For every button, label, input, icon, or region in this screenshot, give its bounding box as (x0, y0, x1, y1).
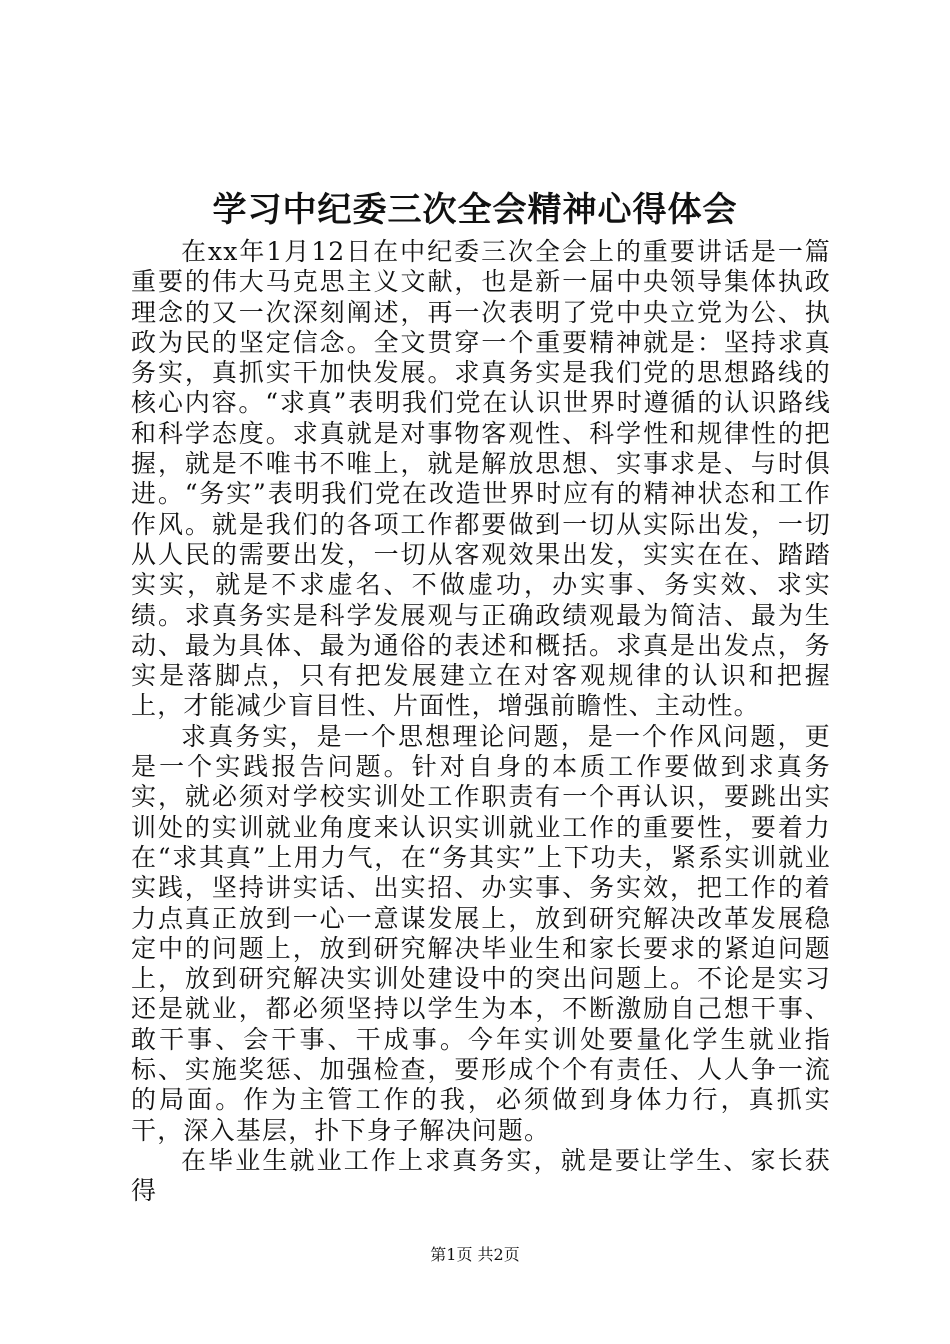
paragraph-3: 在毕业生就业工作上求真务实，就是要让学生、家长获得 (131, 1145, 831, 1206)
paragraph-2: 求真务实，是一个思想理论问题，是一个作风问题，更是一个实践报告问题。针对自身的本质工作要做到求真务实，就必须对学校实训处工作职责有一个再认识，要跳出实训处的实训就业角度来认识实训就业工作的重要性，要着力在“求其真”上用力气，在“务其实”上下功夫，紧系实训就业实践，坚持讲实话、出实招、办实事、务实效，把工作的着力点真正放到一心一意谋发展上，放到研究解决改革发展稳定中的问题上，放到研究解决毕业生和家长要求的紧迫问题上，放到研究解决实训处建设中的突出问题上。不论是实习还是就业，都必须坚持以学生为本，不断激励自己想干事、敢干事、会干事、干成事。今年实训处要量化学生就业指标、实施奖惩、加强检查，要形成个个有责任、人人争一流的局面。作为主管工作的我，必须做到身体力行，真抓实干，深入基层，扑下身子解决问题。 (131, 721, 831, 1145)
document-body (131, 237, 831, 1207)
page-number-footer: 第1页 共2页 (430, 1245, 520, 1264)
document-title: 学习中纪委三次全会精神心得体会 (212, 190, 738, 230)
paragraph-1: 在xx年1月12日在中纪委三次全会上的重要讲话是一篇重要的伟大马克思主义文献，也是新一届中央领导集体执政理念的又一次深刻阐述，再一次表明了党中央立党为公、执政为民的坚定信念。全文贯穿一个重要精神就是：坚持求真务实，真抓实干加快发展。求真务实是我们党的思想路线的核心内容。“求真”表明我们党在认识世界时遵循的认识路线和科学态度。求真就是对事物客观性、科学性和规律性的把握，就是不唯书不唯上，就是解放思想、实事求是、与时俱进。“务实”表明我们党在改造世界时应有的精神状态和工作作风。就是我们的各项工作都要做到一切从实际出发，一切从人民的需要出发，一切从客观效果出发，实实在在、踏踏实实，就是不求虚名、不做虚功，办实事、务实效、求实绩。求真务实是科学发展观与正确政绩观最为简洁、最为生动、最为具体、最为通俗的表述和概括。求真是出发点，务实是落脚点，只有把发展建立在对客观规律的认识和把握上，才能减少盲目性、片面性，增强前瞻性、主动性。 (131, 237, 831, 721)
